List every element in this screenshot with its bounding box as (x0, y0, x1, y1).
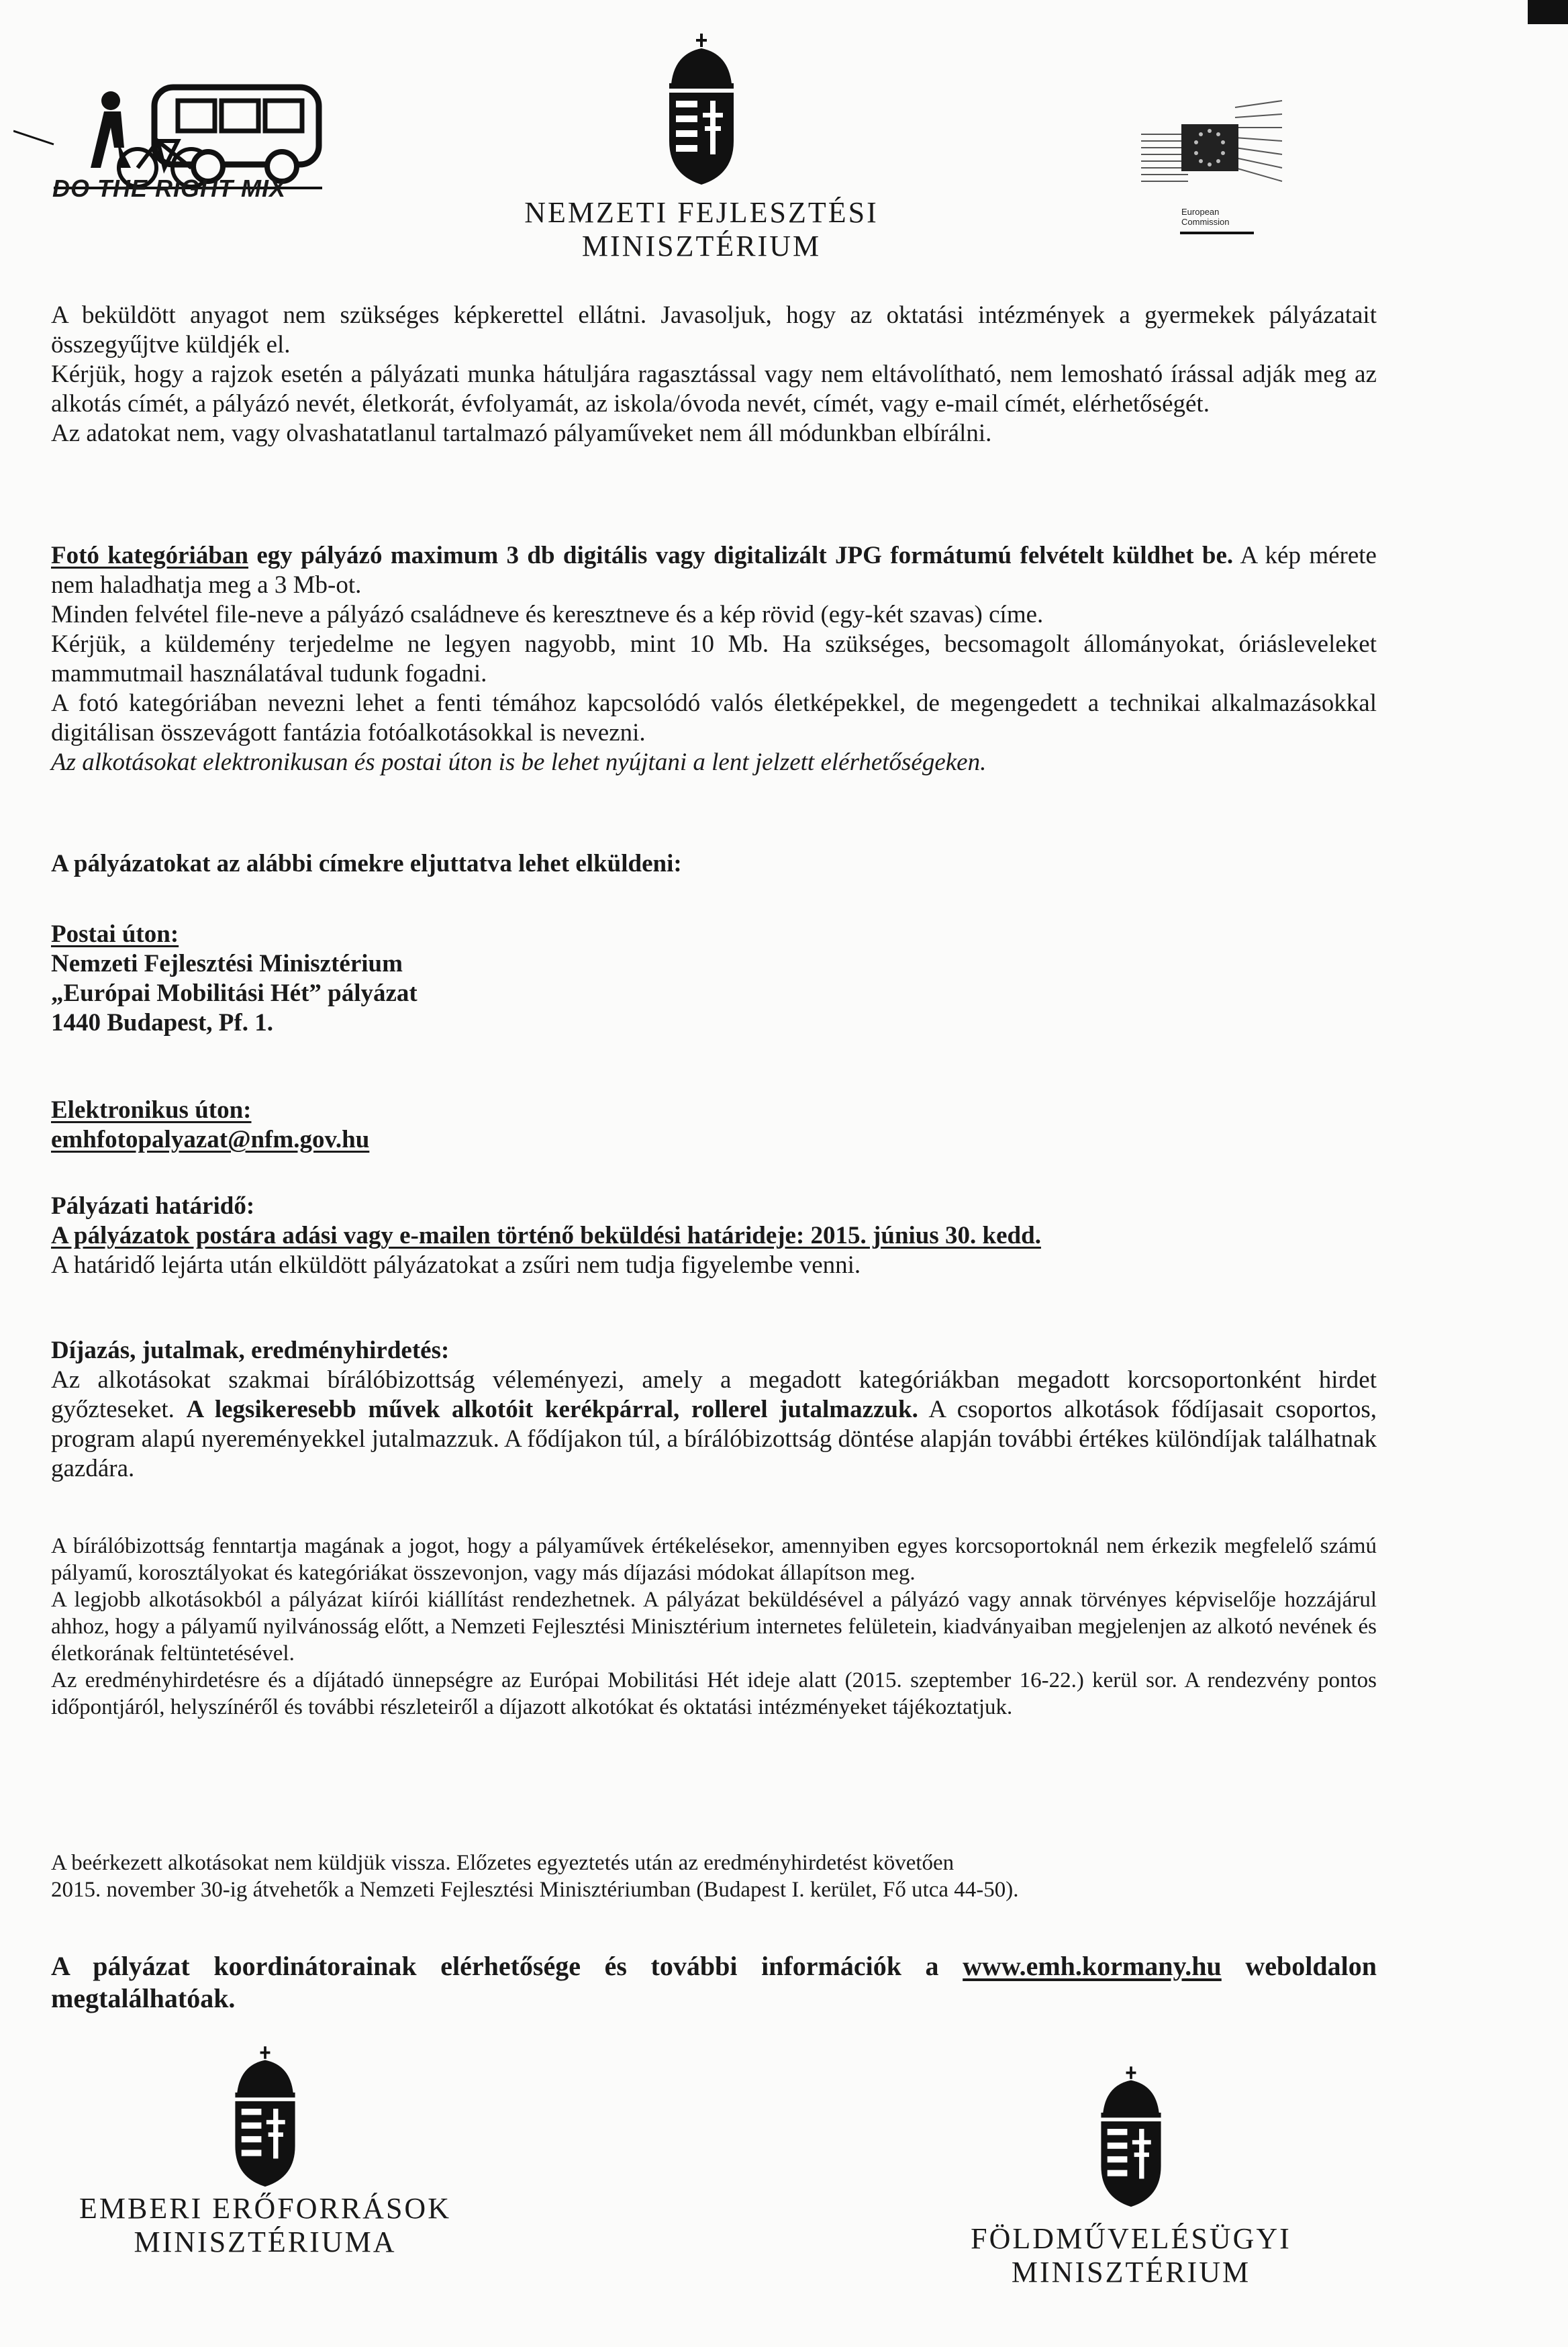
electronic-address-block (51, 1096, 1377, 1155)
coat-of-arms-icon (1087, 2061, 1175, 2215)
closing-statement (51, 1950, 1377, 2015)
awards-block (51, 1336, 1377, 1484)
photo-lead (51, 541, 1377, 600)
postal-line-1: Nemzeti Fejlesztési Minisztérium (51, 950, 403, 977)
fine-print-paragraph-1: A bírálóbizottság fenntartja magának a jogot, hogy a pályaművek értékelésekor, amennyiben egyes korcsoportoknál nem érkezik megfelelő számú pályamű, korosztályokat és kategóriákat összevonjon, vagy más díjazási módokat állapítson meg. (51, 1534, 1377, 1585)
photo-paragraph-4: A fotó kategóriában nevezni lehet a fenti témához kapcsolódó valós életképekkel, de megengedett a technikai alkalmazásokkal digitálisan összevágott fantázia fotóalkotásokkal is nevezni. (51, 689, 1377, 747)
return-notice (51, 1850, 1377, 1903)
coat-of-arms-icon (222, 2041, 309, 2195)
return-notice-line-1: A beérkezett alkotásokat nem küldjük vissza. Előzetes egyeztetés után az eredményhirdetést követően (51, 1851, 954, 1875)
postal-address-block (51, 920, 1377, 1038)
deadline-line-2: A határidő lejárta után elküldött pályázatokat a zsűri nem tudja figyelembe venni. (51, 1251, 861, 1279)
footer-right-line-1: FÖLDMŰVELÉSÜGYI (971, 2222, 1291, 2255)
addresses-heading: A pályázatokat az alábbi címekre eljuttatva lehet elküldeni: (51, 850, 682, 877)
intro-paragraph-3: Az adatokat nem, vagy olvashatatlanul tartalmazó pályaműveket nem áll módunkban elbírálni. (51, 420, 992, 447)
fine-print-paragraph-2: A legjobb alkotásokból a pályázat kiírói kiállítást rendezhetnek. A pályázat beküldésével a pályázó vagy annak törvényes képviselője hozzájárul ahhoz, hogy a pályamű nyilvánosság előtt, a Nemzeti Fejlesztési Minisztérium internetes felületein, kiadványaiban megjelenjen az alkotó nevének és életkorának feltüntetésével. (51, 1588, 1377, 1666)
ec-building-icon (1134, 94, 1289, 195)
awards-text-2: A csoportos alkotások fődíjasait csoportos, program alapú nyereményekkel jutalmazzuk. A fődíjakon túl, a bírálóbizottság döntése alapján további értékes különdíjak találhatnak gazdára. (51, 1396, 1377, 1482)
scan-edge-mark (1528, 0, 1568, 24)
footer-left-line-1: EMBERI ERŐFORRÁSOK (79, 2192, 451, 2225)
closing-text: A pályázat koordinátorainak elérhetősége és további információk a (51, 1951, 963, 1981)
logo-title: DO THE RIGHT MIX (52, 175, 286, 202)
email-link[interactable]: emhfotopalyazat@nfm.gov.hu (51, 1126, 370, 1153)
intro-paragraph-1: A beküldött anyagot nem szükséges képkerettel ellátni. Javasoljuk, hogy az oktatási intézmények a gyermekek pályázatait összegyűjtve küldjék el. (51, 301, 1377, 358)
electronic-label: Elektronikus úton: (51, 1096, 252, 1124)
photo-category-section (51, 541, 1377, 777)
hungarian-coat-of-arms-header (654, 34, 748, 188)
footer-right-line-2: MINISZTÉRIUM (1011, 2256, 1251, 2289)
header-ministry-line-2: MINISZTÉRIUM (581, 230, 822, 262)
photo-lead-bold: egy pályázó maximum 3 db digitális vagy digitalizált JPG formátumú felvételt küldhet be. (248, 542, 1234, 569)
european-commission-logo (1134, 94, 1289, 255)
ec-underline (1180, 232, 1254, 234)
header-ministry-line-1: NEMZETI FEJLESZTÉSI (524, 196, 879, 229)
footer-left-line-2: MINISZTÉRIUMA (134, 2225, 397, 2258)
ec-label (1181, 207, 1230, 227)
closing-text-end: weboldalon megtalálhatóak. (51, 1951, 1377, 2013)
intro-paragraph-2: Kérjük, hogy a rajzok esetén a pályázati munka hátuljára ragasztással vagy nem eltávolítható, nem lemosható írással adják meg az alkotás címét, a pályázó nevét, életkorát, évfolyamát, az iskola/óvoda nevét, címét, vagy e-mail címét, elérhetőségét. (51, 361, 1377, 418)
ec-label-line-1: European (1181, 207, 1220, 217)
photo-category-label: Fotó kategóriában (51, 542, 248, 569)
postal-line-3: 1440 Budapest, Pf. 1. (51, 1009, 273, 1037)
return-notice-line-2: 2015. november 30-ig átvehetők a Nemzeti Fejlesztési Minisztériumban (Budapest I. kerület, Fő utca 44-50). (51, 1878, 1019, 1902)
intro-section (51, 301, 1377, 448)
coat-of-arms-left-footer (222, 2041, 309, 2195)
awards-heading: Díjazás, jutalmak, eredményhirdetés: (51, 1337, 450, 1364)
coat-of-arms-icon (654, 34, 748, 188)
awards-paragraph (51, 1366, 1377, 1484)
photo-lead-rest: A kép mérete nem haladhatja meg a 3 Mb-ot. (51, 542, 1377, 599)
photo-paragraph-3: Kérjük, a küldemény terjedelme ne legyen nagyobb, mint 10 Mb. Ha szükséges, becsomagolt állományokat, óriásleveleket mammutmail használatával tudunk fogadni. (51, 630, 1377, 687)
do-the-right-mix-logo (13, 67, 356, 215)
coat-of-arms-right-footer (1087, 2061, 1175, 2215)
awards-text-bold: A legsikeresebb művek alkotóit kerékpárral, rollerel jutalmazzuk. (186, 1396, 918, 1423)
fine-print-section (51, 1533, 1377, 1721)
website-link[interactable]: www.emh.kormany.hu (963, 1951, 1222, 1981)
postal-label: Postai úton: (51, 920, 179, 948)
deadline-block (51, 1192, 1377, 1280)
fine-print-paragraph-3: Az eredményhirdetésre és a díjátadó ünnepségre az Európai Mobilitási Hét ideje alatt (2015. szeptember 16-22.) kerül sor. A rendezvény pontos időpontjáról, helyszínéről és további részleteiről a díjazott alkotókat és oktatási intézményeket tájékoztatjuk. (51, 1668, 1377, 1719)
footer-left-ministry (40, 2192, 490, 2259)
photo-paragraph-2: Minden felvétel file-neve a pályázó családneve és keresztneve és a kép rövid (egy-két szavas) címe. (51, 601, 1044, 628)
deadline-line-1: A pályázatok postára adási vagy e-mailen történő beküldési határideje: 2015. június 30. kedd. (51, 1222, 1041, 1249)
header-ministry-name (470, 196, 933, 263)
deadline-heading: Pályázati határidő: (51, 1192, 255, 1220)
photo-paragraph-5: Az alkotásokat elektronikusan és postai úton is be lehet nyújtani a lent jelzett elérhetőségeken. (51, 749, 987, 776)
awards-text-1: Az alkotásokat szakmai bírálóbizottság véleményezi, amely a megadott kategóriákban megadott korcsoportonként hirdet győzteseket. (51, 1366, 1377, 1423)
ec-label-line-2: Commission (1181, 217, 1230, 227)
footer-right-ministry (906, 2222, 1356, 2289)
postal-line-2: „Európai Mobilitási Hét” pályázat (51, 979, 418, 1007)
